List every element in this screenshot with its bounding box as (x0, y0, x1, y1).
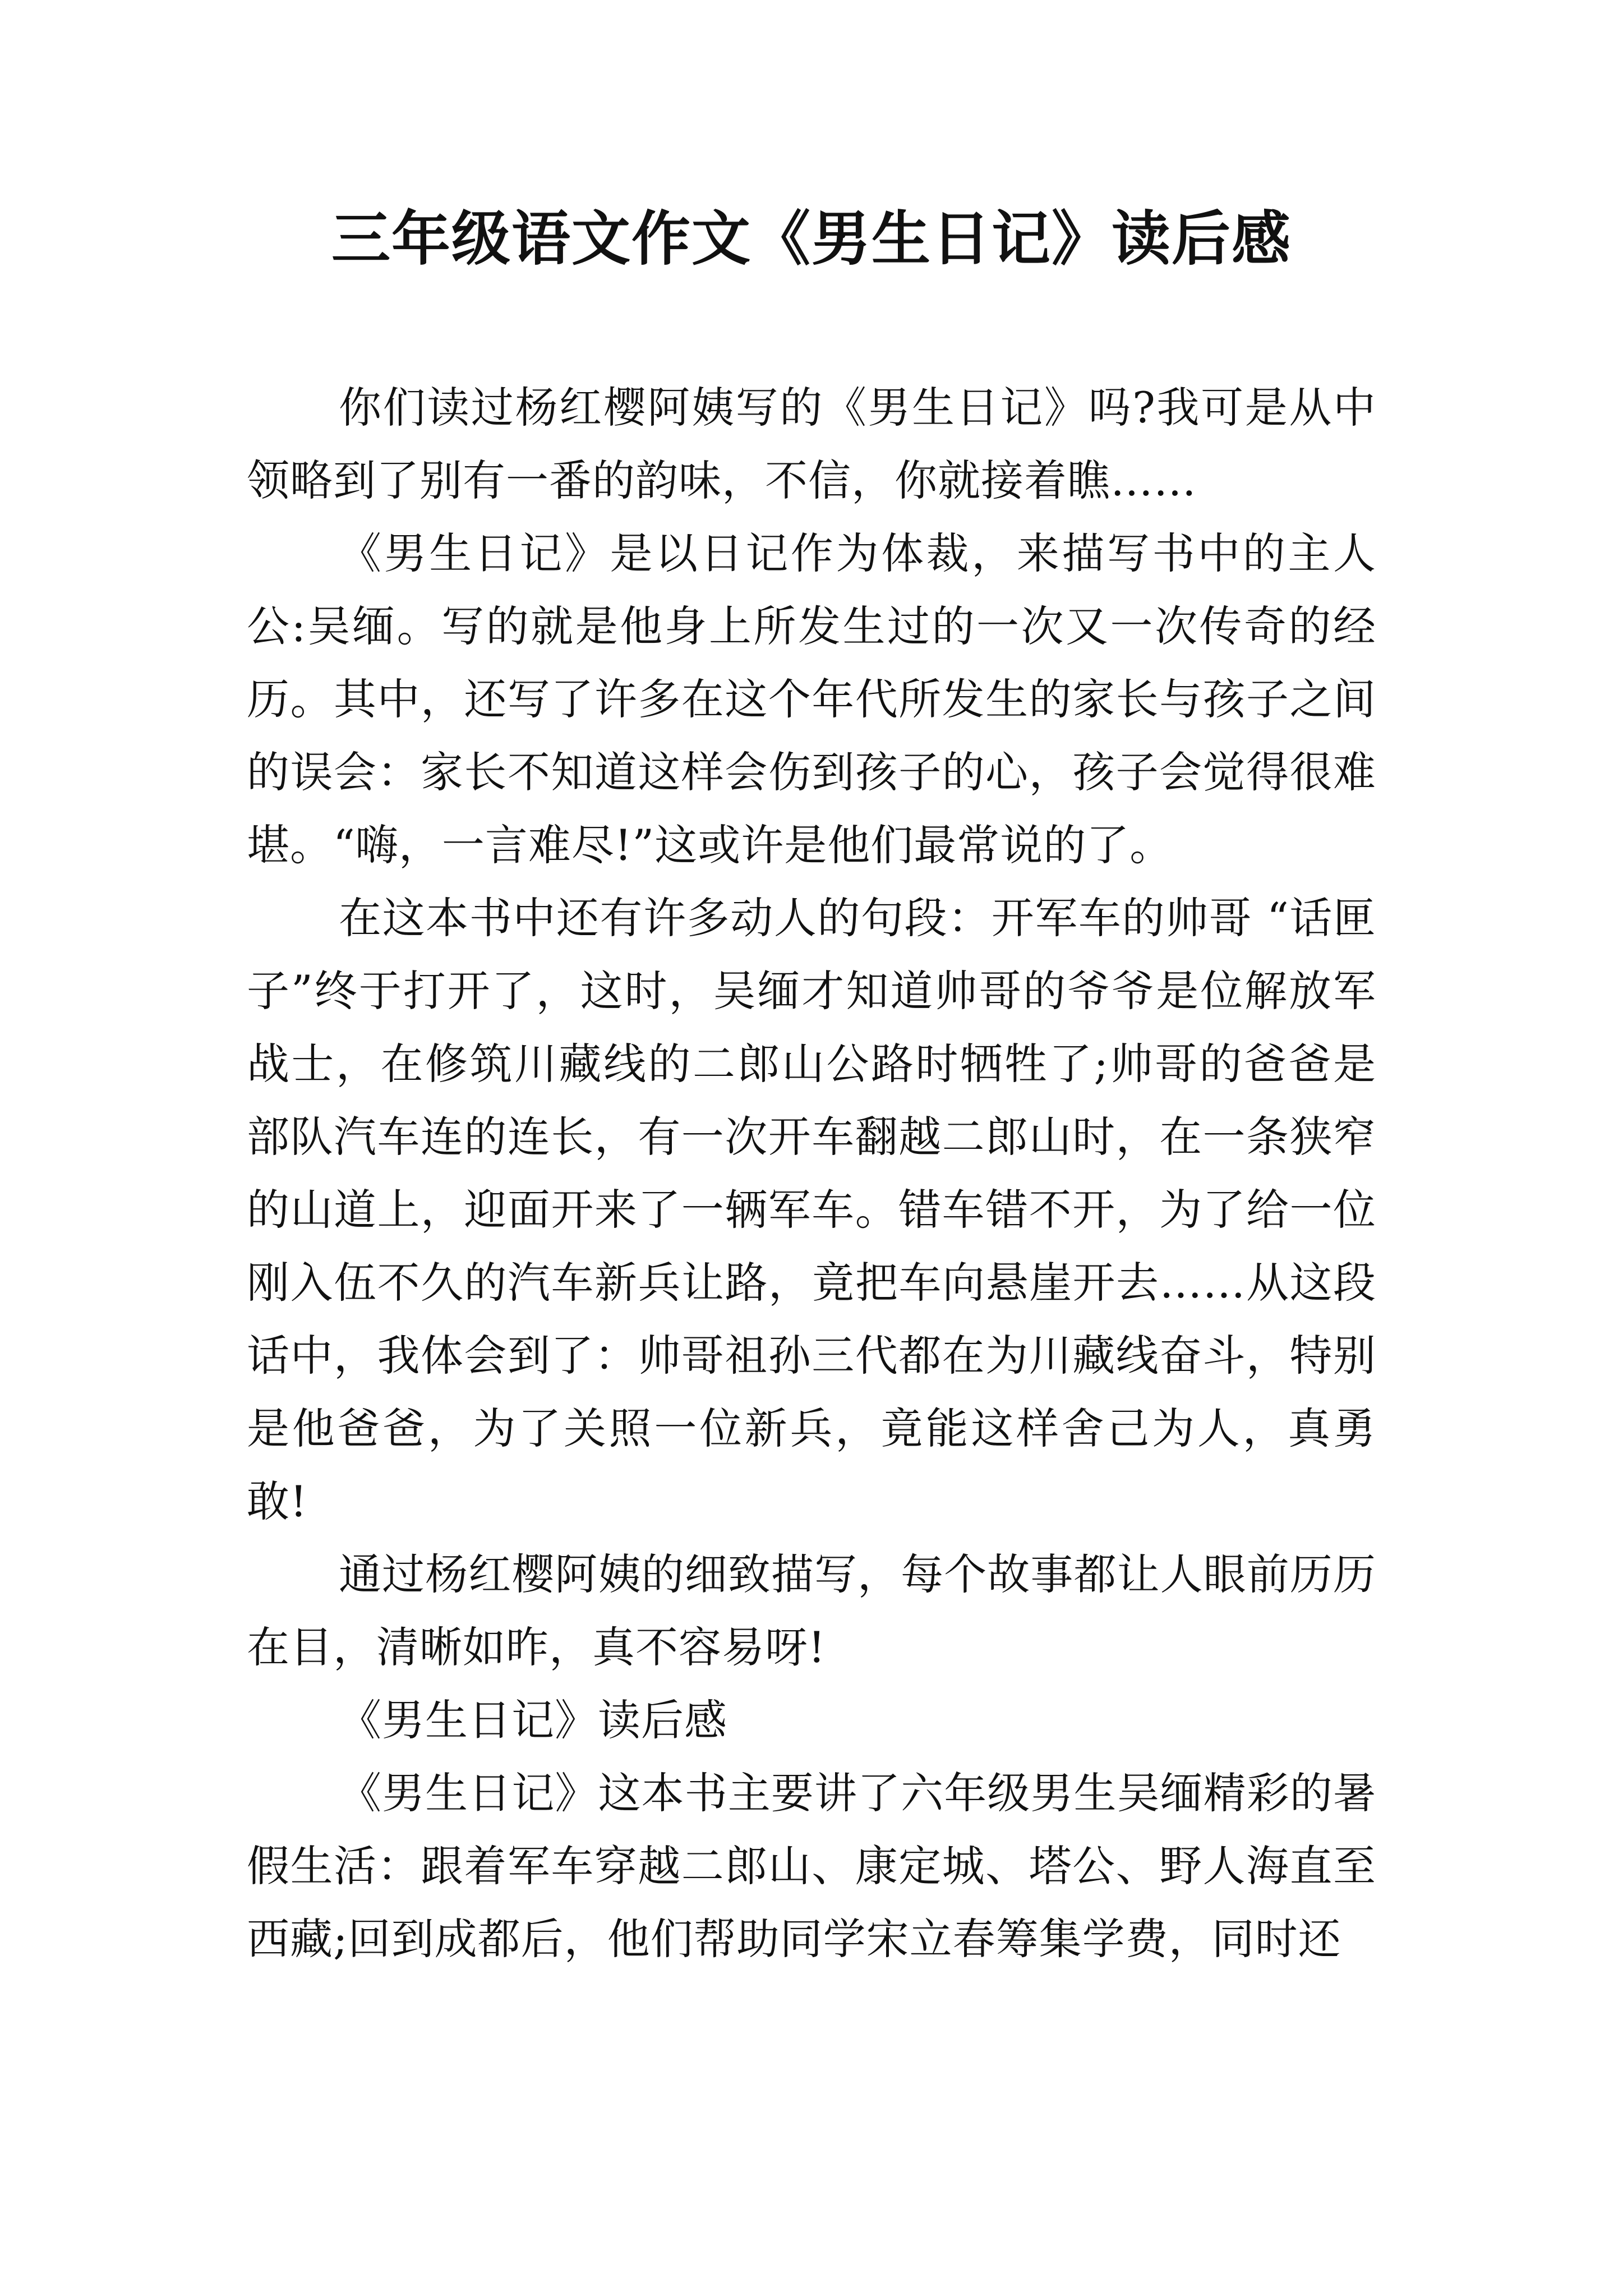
paragraph-passage: 在这本书中还有许多动人的句段：开军车的帅哥 “话匣子”终于打开了，这时，吴缅才知道帅哥的爷爷是位解放军战士，在修筑川藏线的二郎山公路时牺牲了;帅哥的爸爸是部队汽车连的连长，有一次开车翻越二郎山时，在一条狭窄的山道上，迎面开来了一辆军车。错车错不开，为了给一位刚入伍不久的汽车新兵让路，竟把车向悬崖开去……从这段话中，我体会到了：帅哥祖孙三代都在为川藏线奋斗，特别是他爸爸，为了关照一位新兵，竟能这样舍己为人，真勇敢! (247, 893, 1376, 1526)
paragraph-praise: 通过杨红樱阿姨的细致描写，每个故事都让人眼前历历在目，清晰如昨，真不容易呀! (247, 1549, 1376, 1672)
paragraph-intro: 你们读过杨红樱阿姨写的《男生日记》吗?我可是从中领略到了别有一番的韵味，不信，你就接着瞧…… (247, 383, 1376, 505)
document-body (247, 371, 1376, 1976)
paragraph-subtitle: 《男生日记》读后感 (339, 1695, 727, 1745)
paragraph-summary: 《男生日记》这本书主要讲了六年级男生吴缅精彩的暑假生活：跟着军车穿越二郎山、康定城、塔公、野人海直至西藏;回到成都后，他们帮助同学宋立春筹集学费，同时还 (247, 1768, 1376, 1964)
paragraph-genre: 《男生日记》是以日记作为体裁，来描写书中的主人公:吴缅。写的就是他身上所发生过的一次又一次传奇的经历。其中，还写了许多在这个年代所发生的家长与孩子之间的误会：家长不知道这样会伤到孩子的心，孩子会觉得很难堪。“嗨，一言难尽!”这或许是他们最常说的了。 (247, 528, 1376, 870)
document-title: 三年级语文作文《男生日记》读后感 (331, 204, 1292, 273)
